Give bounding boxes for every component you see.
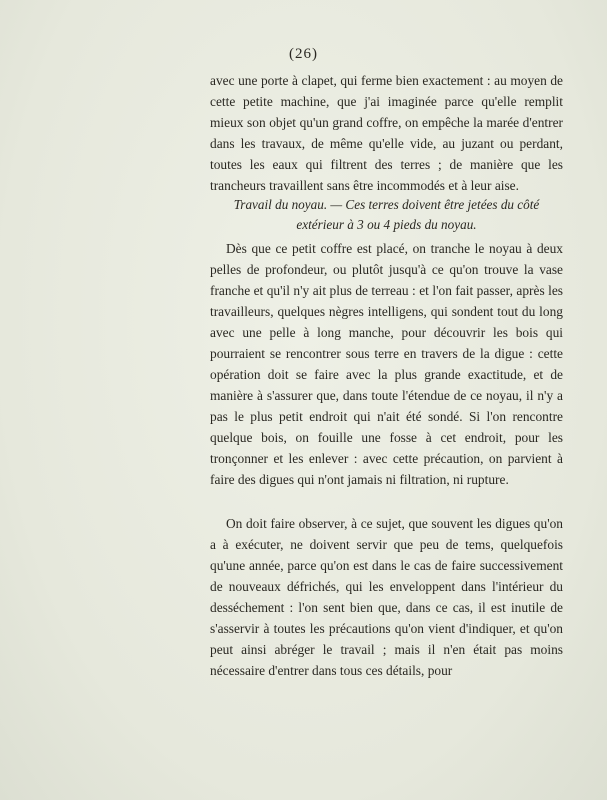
- paragraph-3: [210, 513, 563, 681]
- paragraph-1-text: avec une porte à clapet, qui ferme bien exactement : au moyen de cette petite machine, que j'ai imaginée parce qu'elle remplit mieux son objet qu'un grand coffre, on empêche la marée d'entrer dans les travaux, de même qu'elle vide, au juzant ou perdant, toutes les eaux qui filtrent des terres ; de manière que les trancheurs travaillent sans être incommodés et à leur aise.: [210, 73, 563, 193]
- paragraph-3-text: On doit faire observer, à ce sujet, que souvent les digues qu'on a à exécuter, ne doivent servir que peu de tems, quelquefois qu'une année, parce qu'on est dans le cas de faire successivement de nouveaux défrichés, qui les enveloppent dans l'intérieur du desséchement : l'on sent bien que, dans ce cas, il est inutile de s'asservir à toutes les précautions qu'on vient d'indiquer, et qu'on peut ainsi abréger le travail ; mais il n'en était pas moins nécessaire d'entrer dans tous ces détails, pour: [210, 516, 563, 678]
- paragraph-2: [210, 238, 563, 490]
- paragraph-2-text: Dès que ce petit coffre est placé, on tranche le noyau à deux pelles de profondeur, ou plutôt jusqu'à ce qu'on trouve la vase franche et qu'il n'y ait plus de terreau : et l'on fait passer, après les travailleurs, quelques nègres intelligens, qui sondent tout du long avec une pelle à long manche, pour découvrir les bois qui pourraient se rencontrer sous terre en travers de la digue : cette opération doit se faire avec la plus grande exactitude, et de manière à s'assurer que, dans toute l'étendue de ce noyau, il n'y a pas le plus petit endroit qui n'ait été sondé. Si l'on rencontre quelque bois, on fouille une fosse à cet endroit, pour les tronçonner et les enlever : avec cette précaution, on parvient à faire des digues qui n'ont jamais ni filtration, ni rupture.: [210, 241, 563, 487]
- paragraph-1: [210, 70, 563, 196]
- page-number: (26): [289, 46, 318, 62]
- section-subheading: Travail du noyau. — Ces terres doivent être jetées du côté extérieur à 3 ou 4 pieds du noyau.: [233, 197, 540, 232]
